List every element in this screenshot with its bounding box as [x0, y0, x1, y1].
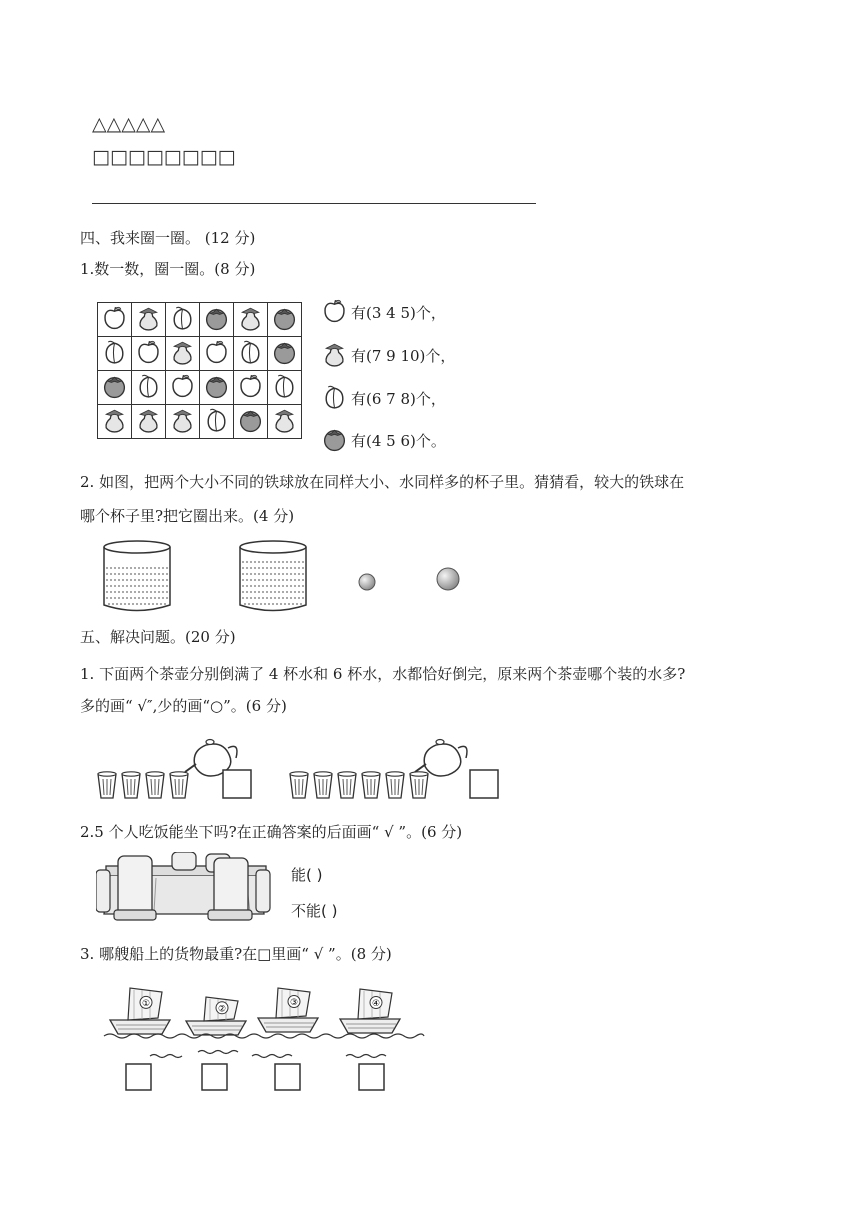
tomato-icon [237, 418, 264, 437]
apple-icon [169, 384, 196, 403]
water-cup-icon [122, 772, 140, 798]
grid-cell [268, 405, 302, 439]
apple-icon [237, 384, 264, 403]
peach-icon [321, 383, 348, 415]
grid-cell [132, 371, 166, 405]
water-cup-icon [146, 772, 164, 798]
grid-cell [98, 337, 132, 371]
pear-icon [135, 418, 162, 437]
boat-icon [340, 989, 400, 1033]
grid-cell [132, 303, 166, 337]
grid-cell [166, 405, 200, 439]
grid-cell [268, 371, 302, 405]
water-cup-icon [338, 772, 356, 798]
grid-cell [200, 371, 234, 405]
tomato-icon [203, 384, 230, 403]
grid-row [98, 337, 302, 371]
water-cup-icon [170, 772, 188, 798]
option-peach [321, 383, 446, 415]
option-tomato [321, 425, 446, 457]
answer-line [92, 203, 536, 204]
cup-group-left [98, 772, 188, 798]
answer-box-1[interactable] [126, 1064, 151, 1090]
grid-cell [166, 371, 200, 405]
water-cup-icon [386, 772, 404, 798]
grid-cell [200, 337, 234, 371]
apple-icon [135, 350, 162, 369]
section4-heading: 四、我来圈一圈。 (12 分) [80, 229, 256, 247]
chair-icon [256, 870, 270, 912]
grid-cell [268, 303, 302, 337]
peach-icon [169, 316, 196, 335]
option-apple [321, 297, 446, 329]
peach-icon [237, 350, 264, 369]
q5-2-prompt: 2.5 个人吃饭能坐下吗?在正确答案的后面画“ √ ”。(6 分) [80, 823, 463, 841]
cups-and-balls [80, 538, 500, 618]
boats-illustration [100, 980, 430, 1096]
answer-box-4[interactable] [359, 1064, 384, 1090]
grid-cell [98, 371, 132, 405]
pear-icon [321, 340, 348, 372]
tomato-icon [271, 350, 298, 369]
pear-icon [271, 418, 298, 437]
pear-icon [135, 316, 162, 335]
grid-cell [132, 337, 166, 371]
boat-number-label: ④ [371, 999, 381, 1009]
triangle-row: △△△△△ [92, 113, 166, 135]
grid-cell [98, 405, 132, 439]
grid-cell [98, 303, 132, 337]
peach-icon [203, 418, 230, 437]
fruit-grid [97, 302, 302, 439]
chair-icon [172, 852, 196, 870]
apple-icon [321, 297, 348, 329]
large-ball [437, 568, 459, 590]
pear-icon [169, 418, 196, 437]
peach-icon [135, 384, 162, 403]
option-peach-text[interactable]: 有(6 7 8)个， [351, 390, 446, 408]
table-chairs-illustration [96, 852, 276, 928]
cup-right[interactable] [240, 541, 306, 611]
option-pear [321, 340, 455, 372]
water-cup-icon [410, 772, 428, 798]
water-cup-icon [290, 772, 308, 798]
grid-cell [200, 303, 234, 337]
q5-1-line1: 1. 下面两个茶壶分别倒满了 4 杯水和 6 杯水，水都恰好倒完，原来两个茶壶哪个装的水多? [80, 665, 686, 683]
pear-icon [237, 316, 264, 335]
chair-icon [114, 856, 156, 920]
water-cup-icon [314, 772, 332, 798]
square-row: □□□□□□□□ [92, 146, 236, 168]
boat-number-label: ② [217, 1004, 227, 1015]
boat-icon [186, 997, 246, 1035]
peach-icon [271, 384, 298, 403]
grid-row [98, 371, 302, 405]
grid-cell [268, 337, 302, 371]
q4-2-line2: 哪个杯子里?把它圈出来。(4 分) [80, 507, 295, 525]
peach-icon [101, 350, 128, 369]
answer-box-2[interactable] [202, 1064, 227, 1090]
grid-cell [132, 405, 166, 439]
q5-1-line2: 多的画“ √″,少的画“○”。(6 分) [80, 697, 287, 715]
boat-number-label: ③ [289, 998, 299, 1008]
q4-2-line1: 2. 如图，把两个大小不同的铁球放在同样大小、水同样多的杯子里。猜猜看，较大的铁球在 [80, 473, 685, 491]
grid-row [98, 405, 302, 439]
tomato-icon [203, 316, 230, 335]
apple-icon [203, 350, 230, 369]
grid-cell [234, 371, 268, 405]
cup-left[interactable] [104, 541, 170, 611]
option-no[interactable]: 不能( ) [291, 902, 338, 920]
water-cup-icon [362, 772, 380, 798]
tomato-icon [271, 316, 298, 335]
grid-cell [200, 405, 234, 439]
grid-cell [166, 303, 200, 337]
option-apple-text[interactable]: 有(3 4 5)个， [351, 304, 446, 322]
cup-group-right [290, 772, 428, 798]
pear-icon [169, 350, 196, 369]
teapots-and-cups [90, 732, 510, 804]
water-cup-icon [98, 772, 116, 798]
grid-row [98, 303, 302, 337]
chair-icon [96, 870, 110, 912]
pear-icon [101, 418, 128, 437]
grid-cell [166, 337, 200, 371]
q4-1-prompt: 1.数一数，圈一圈。(8 分) [80, 260, 256, 278]
chair-icon [208, 858, 252, 920]
tomato-icon [101, 384, 128, 403]
small-ball [359, 574, 375, 590]
answer-box-3[interactable] [275, 1064, 300, 1090]
boat-icon [110, 988, 170, 1034]
q5-3-prompt: 3. 哪艘船上的货物最重?在□里画“ √ ”。(8 分) [80, 945, 392, 963]
grid-cell [234, 303, 268, 337]
option-pear-text[interactable]: 有(7 9 10)个， [351, 347, 456, 365]
apple-icon [101, 316, 128, 335]
answer-box-left[interactable] [223, 770, 251, 798]
answer-box-right[interactable] [470, 770, 498, 798]
boat-number-label: ① [141, 998, 151, 1009]
tomato-icon [321, 425, 348, 457]
option-tomato-text[interactable]: 有(4 5 6)个。 [351, 432, 446, 450]
section5-heading: 五、解决问题。(20 分) [80, 628, 236, 646]
grid-cell [234, 405, 268, 439]
grid-cell [234, 337, 268, 371]
boat-icon [258, 988, 318, 1032]
option-yes[interactable]: 能( ) [291, 866, 323, 884]
